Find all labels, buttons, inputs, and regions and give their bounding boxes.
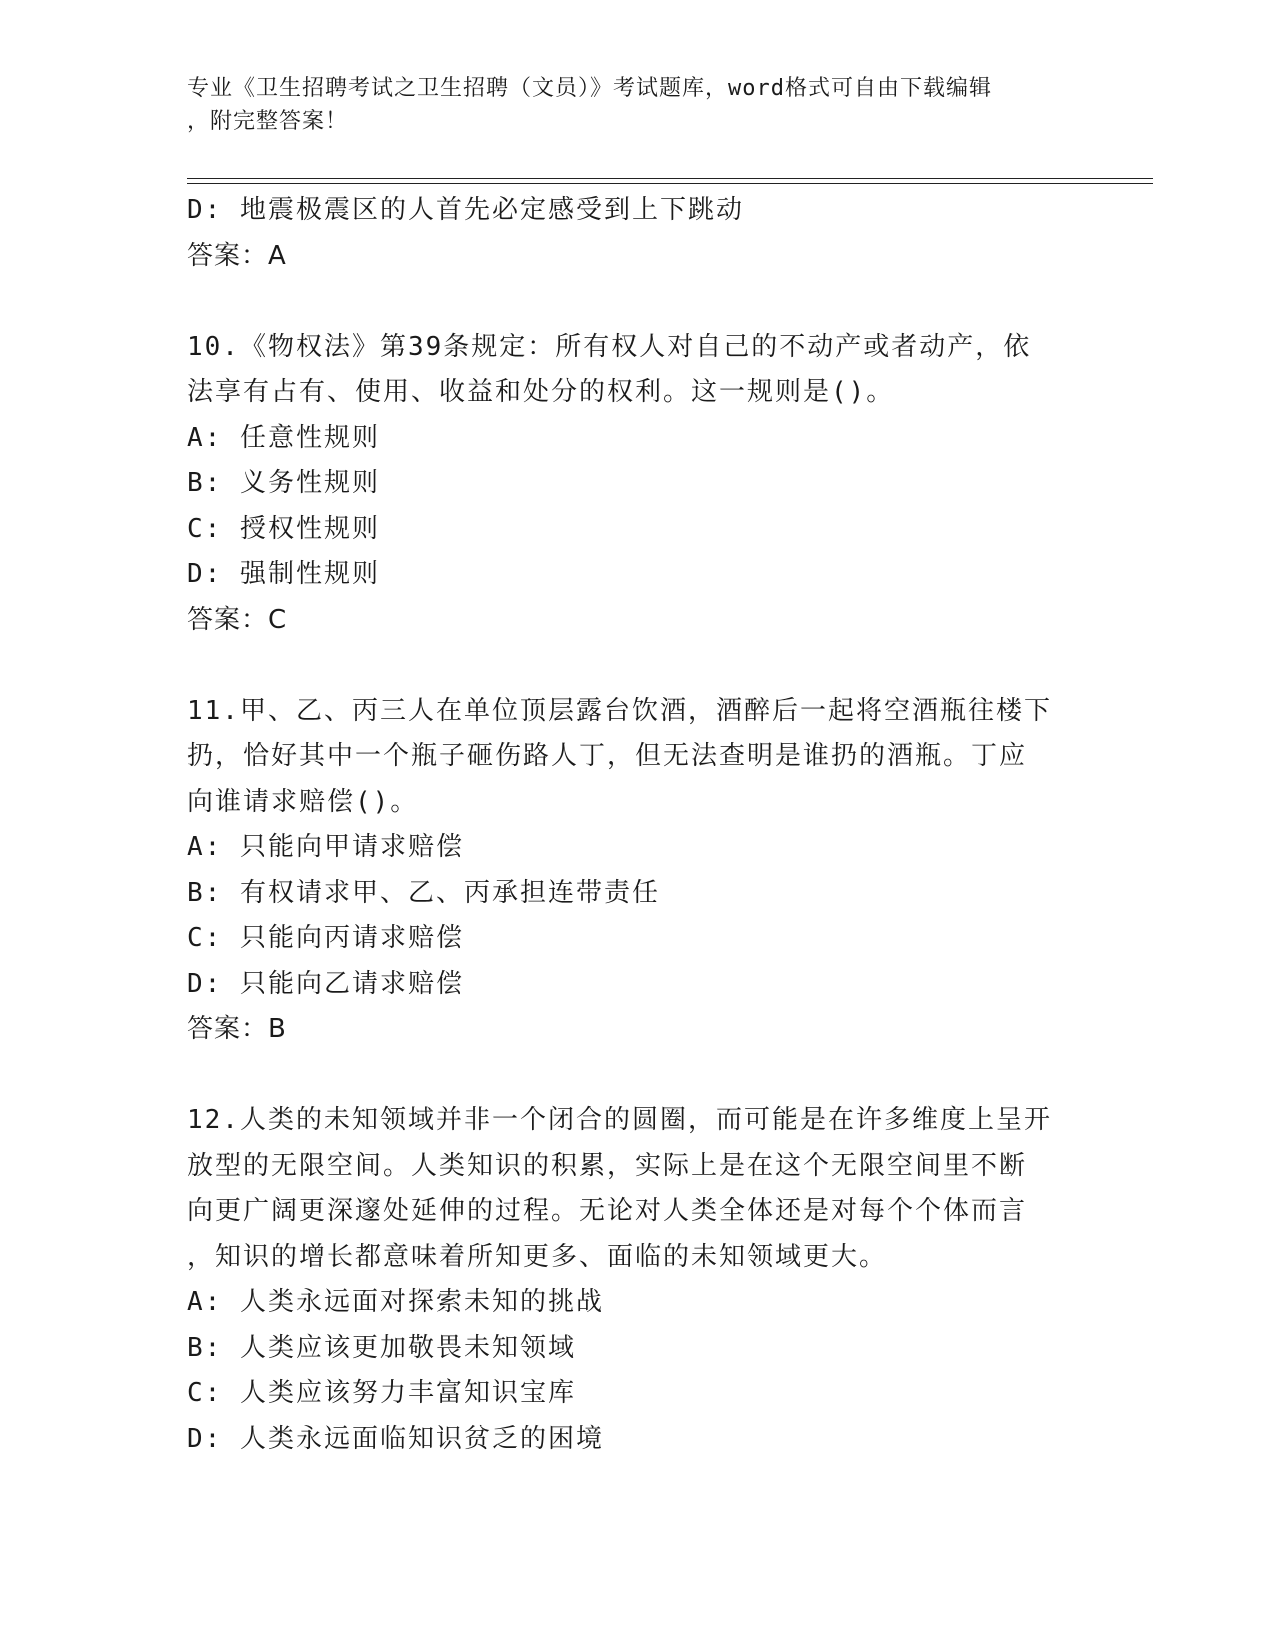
header-line-1: 专业《卫生招聘考试之卫生招聘（文员）》考试题库，word格式可自由下载编辑 <box>187 76 992 101</box>
question-stem: ，知识的增长都意味着所知更多、面临的未知领域更大。 <box>187 1241 888 1272</box>
option-b: B: 有权请求甲、乙、丙承担连带责任 <box>187 877 660 908</box>
option-a: A: 任意性规则 <box>187 422 380 453</box>
option-d: D: 只能向乙请求赔偿 <box>187 968 464 999</box>
header-rule-bottom <box>187 183 1153 184</box>
question-stem: 11.甲、乙、丙三人在单位顶层露台饮酒，酒醉后一起将空酒瓶往楼下 <box>187 695 1052 726</box>
question-stem: 向谁请求赔偿()。 <box>187 786 419 817</box>
answer-label: 答案：A <box>187 240 287 271</box>
question-12 <box>187 1098 1087 1462</box>
option-c: C: 授权性规则 <box>187 513 380 544</box>
question-list <box>187 188 1087 1462</box>
question-11 <box>187 689 1087 1053</box>
spacer <box>187 279 1087 325</box>
question-stem: 放型的无限空间。人类知识的积累，实际上是在这个无限空间里不断 <box>187 1150 1028 1181</box>
question-stem: 向更广阔更深邃处延伸的过程。无论对人类全体还是对每个个体而言 <box>187 1196 1028 1226</box>
option-b: B: 义务性规则 <box>187 468 380 498</box>
answer-label: 答案：C <box>187 604 288 635</box>
option-a: A: 人类永远面对探索未知的挑战 <box>187 1287 604 1317</box>
header-rule-top <box>187 178 1153 179</box>
document-header <box>187 72 1067 138</box>
spacer <box>187 1053 1087 1099</box>
option-d: D: 人类永远面临知识贫乏的困境 <box>187 1423 604 1454</box>
header-line-2: ，附完整答案！ <box>187 109 349 134</box>
question-stem: 10.《物权法》第39条规定：所有权人对自己的不动产或者动产，依 <box>187 331 1032 362</box>
answer-label: 答案：B <box>187 1014 287 1044</box>
question-stem: 12.人类的未知领域并非一个闭合的圆圈，而可能是在许多维度上呈开 <box>187 1105 1052 1135</box>
option-d: D: 强制性规则 <box>187 559 380 589</box>
option-c: C: 人类应该努力丰富知识宝库 <box>187 1378 576 1408</box>
option-c: C: 只能向丙请求赔偿 <box>187 923 464 953</box>
option-d: D: 地震极震区的人首先必定感受到上下跳动 <box>187 195 744 225</box>
question-10 <box>187 325 1087 644</box>
question-9-tail <box>187 188 1087 279</box>
option-b: B: 人类应该更加敬畏未知领域 <box>187 1332 576 1363</box>
spacer <box>187 643 1087 689</box>
question-stem: 扔，恰好其中一个瓶子砸伤路人丁，但无法查明是谁扔的酒瓶。丁应 <box>187 741 1028 771</box>
option-a: A: 只能向甲请求赔偿 <box>187 832 464 862</box>
question-stem: 法享有占有、使用、收益和处分的权利。这一规则是()。 <box>187 377 895 407</box>
